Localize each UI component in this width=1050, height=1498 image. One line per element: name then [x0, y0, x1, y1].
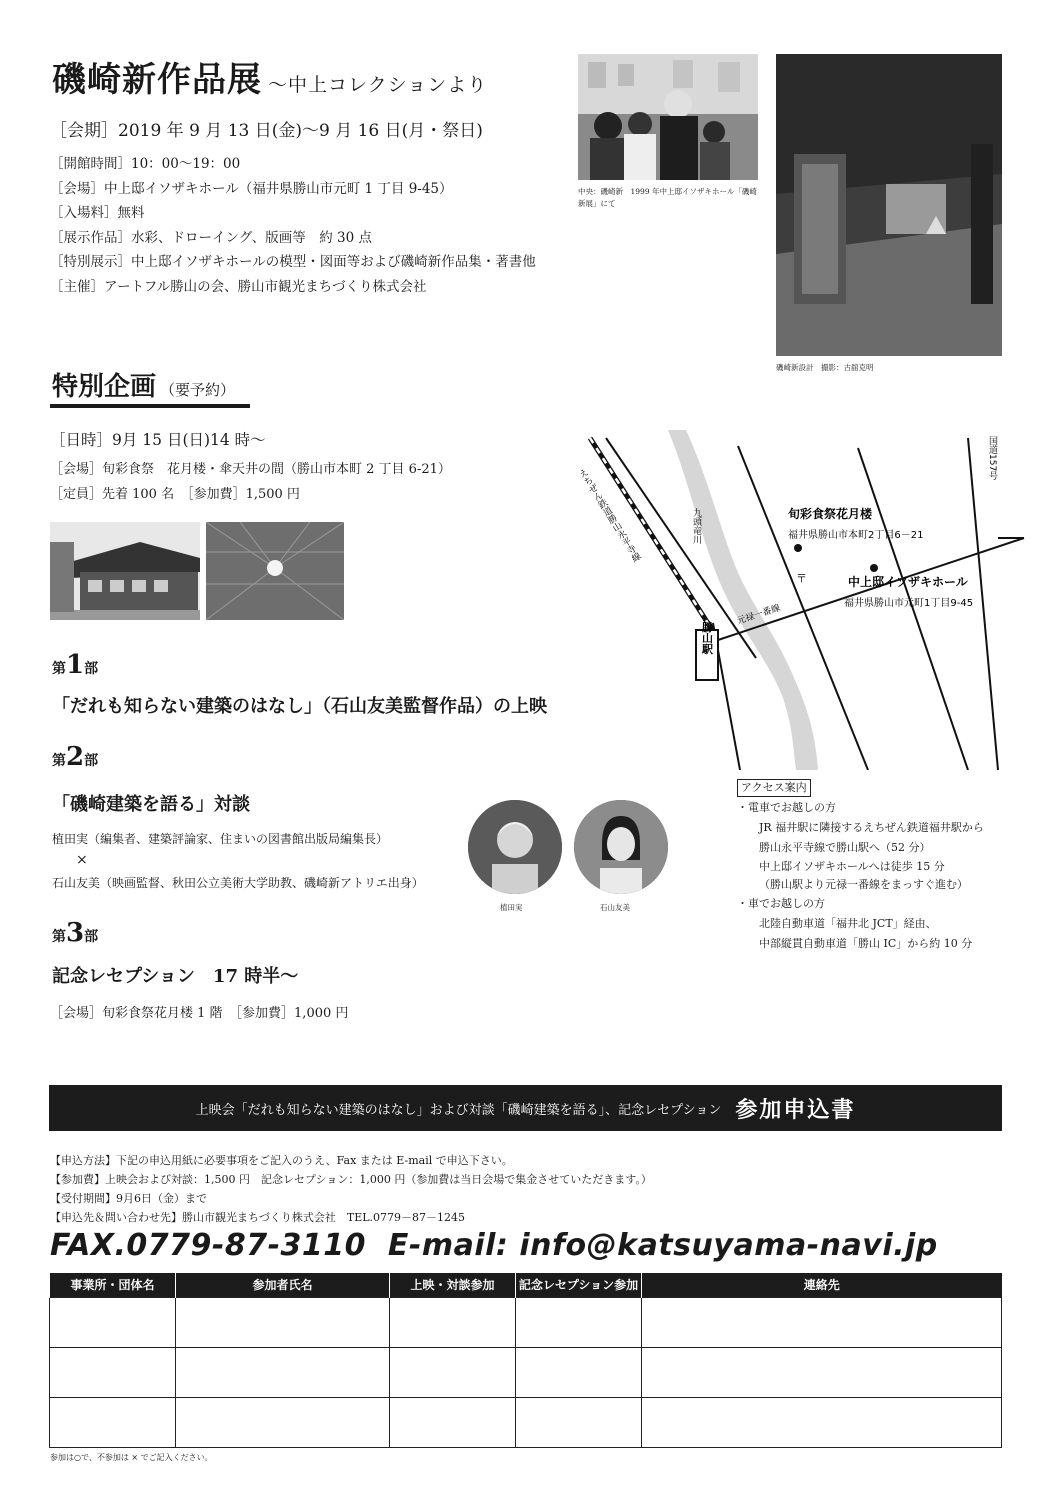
exhibition-title: [52, 52, 487, 101]
photo-umbrella-ceiling: [206, 522, 344, 620]
part1-prefix: 第: [52, 661, 66, 677]
info-hours: ［開館時間］10：00～19：00: [50, 156, 241, 172]
part3-heading: [52, 918, 98, 948]
special-venue: ［会場］旬彩食祭 花月楼・傘天井の間（勝山市本町 2 丁目 6-21）: [50, 462, 451, 477]
fax-email-line: [50, 1228, 938, 1263]
part2-heading: [52, 742, 98, 772]
part3-prefix: 第: [52, 929, 66, 945]
table-row: [50, 1397, 1002, 1447]
talk-speaker1: 植田実（編集者、建築評論家、住まいの図書館出版局編集長）: [52, 832, 389, 846]
howto-period: 【受付期間】9月6日（金）まで: [50, 1192, 207, 1205]
reception-venue: ［会場］旬彩食祭花月楼 1 階 ［参加費］1,000 円: [50, 1006, 349, 1021]
form-cell[interactable]: [516, 1397, 642, 1447]
map-place2-name: 中上邸イソザキホール: [848, 575, 968, 589]
special-title-main: 特別企画: [52, 372, 157, 402]
map-station-label: 勝山駅: [700, 621, 714, 655]
photo-isozaki-event: [578, 54, 758, 180]
info-venue: ［会場］中上邸イソザキホール（福井県勝山市元町 1 丁目 9-45）: [50, 180, 453, 197]
portrait-ishiyama: [574, 800, 668, 894]
access-car-line-2: 中部縦貫自動車道「勝山 IC」から約 10 分: [759, 937, 973, 950]
form-cell[interactable]: [176, 1347, 390, 1397]
info-admission: ［入場料］無料: [50, 205, 145, 221]
application-form-table: [49, 1273, 1002, 1448]
part1-suffix: 部: [84, 661, 99, 677]
application-banner: [49, 1085, 1002, 1131]
photo-kagetsuro-image: [50, 522, 200, 620]
form-cell[interactable]: [390, 1347, 516, 1397]
form-cell[interactable]: [642, 1397, 1002, 1447]
talk-cross: ×: [76, 852, 88, 868]
photo1-caption: 中央：磯崎新 1999 年中上邸イソザキホール「磯崎新展」にて: [578, 187, 757, 208]
part2-number: 2: [66, 742, 85, 772]
portrait-ueda-image: [468, 800, 562, 894]
table-row: [50, 1347, 1002, 1397]
col-reception-attendance: 記念レセプション参加: [516, 1273, 642, 1297]
map-place2-address: 福井県勝山市元町1丁目9-45: [844, 598, 974, 609]
map-place1-address: 福井県勝山市本町2丁目6－21: [788, 530, 924, 541]
info-list: [50, 152, 536, 299]
form-cell[interactable]: [642, 1297, 1002, 1347]
access-train-heading: ・電車でお越しの方: [737, 801, 836, 814]
special-title-sub: （要予約）: [160, 381, 236, 399]
howto-contact: 【申込先＆問い合わせ先】勝山市観光まちづくり株式会社 TEL.0779－87－1245: [50, 1211, 466, 1224]
form-cell[interactable]: [176, 1297, 390, 1347]
map-railway-label: えちぜん鉄道勝山永平寺線: [575, 467, 642, 565]
part3-number: 3: [66, 918, 85, 948]
banner-events: 上映会「だれも知らない建築のはなし」および対談「磯崎建築を語る」、記念レセプション: [195, 1102, 722, 1118]
access-train-line-2: 勝山永平寺線で勝山駅へ（52 分）: [759, 841, 931, 854]
info-organizer: ［主催］アートフル勝山の会、勝山市観光まちづくり株式会社: [50, 278, 427, 295]
part1-heading: [52, 650, 98, 680]
col-contact: 連絡先: [642, 1273, 1002, 1297]
howto-method: 【申込方法】下記の申込用紙に必要事項をご記入のうえ、Fax または E-mail で申込下さい。: [50, 1154, 513, 1167]
title-main: 磯崎新作品展: [52, 60, 262, 100]
map-marker-kagetsuro: [794, 544, 802, 552]
col-participant-name: 参加者氏名: [176, 1273, 390, 1297]
part1-number: 1: [66, 650, 85, 680]
photo-isozaki-event-image: [578, 54, 758, 180]
photo-kagetsuro: [50, 522, 200, 620]
portrait-ueda: [468, 800, 562, 894]
part3-suffix: 部: [84, 929, 99, 945]
banner-title: 参加申込書: [735, 1096, 856, 1123]
photo-isozaki-hall-image: [776, 54, 1002, 356]
form-cell[interactable]: [176, 1397, 390, 1447]
table-row: [50, 1297, 1002, 1347]
exhibition-period: ［会期］2019 年 9 月 13 日(金)～9 月 16 日(月・祭日): [50, 121, 483, 141]
howto-fee: 【参加費】上映会および対談：1,500 円 記念レセプション：1,000 円（参加費は当日会場で集金させていただきます。）: [50, 1173, 652, 1186]
form-cell[interactable]: [516, 1347, 642, 1397]
access-train-line-4: （勝山駅より元禄一番線をまっすぐ進む）: [759, 878, 968, 891]
access-map: [568, 418, 1050, 770]
info-works: ［展示作品］水彩、ドローイング、版画等 約 30 点: [50, 229, 372, 246]
part2-title: 「磯崎建築を語る」対談: [52, 794, 250, 815]
part1-title: 「だれも知らない建築のはなし」（石山友美監督作品）の上映: [52, 696, 547, 717]
photo-umbrella-ceiling-image: [206, 522, 344, 620]
special-program-title: [52, 366, 235, 403]
map-marker-isozaki-hall: [870, 564, 878, 572]
form-cell[interactable]: [390, 1297, 516, 1347]
access-map-drawing: [568, 418, 1050, 770]
map-route157-label: 国道157号: [987, 436, 997, 481]
info-special-exhibit: ［特別展示］中上邸イソザキホールの模型・図面等および磯崎新作品集・著書他: [50, 254, 536, 270]
access-car-line-1: 北陸自動車道「福井北 JCT」経由、: [759, 917, 937, 930]
photo-isozaki-hall: [776, 54, 1002, 356]
special-datetime: ［日時］9月 15 日(日)14 時～: [50, 431, 266, 449]
part3-title: 記念レセプション 17 時半～: [52, 966, 299, 987]
part2-suffix: 部: [84, 753, 99, 769]
photo2-caption: 磯崎新設計 撮影：古舘克明: [776, 363, 874, 372]
col-organization: 事業所・団体名: [50, 1273, 176, 1297]
form-cell[interactable]: [50, 1397, 176, 1447]
portrait-ishiyama-image: [574, 800, 668, 894]
form-cell[interactable]: [50, 1347, 176, 1397]
access-train-line-3: 中上邸イソザキホールへは徒歩 15 分: [759, 860, 945, 873]
portrait-ueda-caption: 植田実: [500, 903, 523, 912]
col-screening-attendance: 上映・対談参加: [390, 1273, 516, 1297]
special-capacity: ［定員］先着 100 名 ［参加費］1,500 円: [50, 487, 300, 502]
form-cell[interactable]: [516, 1297, 642, 1347]
part2-prefix: 第: [52, 753, 66, 769]
form-cell[interactable]: [390, 1397, 516, 1447]
portrait-ishiyama-caption: 石山友美: [600, 903, 630, 912]
map-street-label: 元禄一番線: [735, 603, 782, 627]
fax-number[interactable]: FAX.0779-87-3110: [50, 1228, 367, 1263]
application-instructions: [50, 1151, 652, 1227]
talk-speaker2: 石山友美（映画監督、秋田公立美術大学助教、磯崎新アトリエ出身）: [52, 876, 424, 890]
access-info: [737, 778, 984, 954]
post-office-icon: 〒: [796, 572, 807, 585]
access-car-heading: ・車でお越しの方: [737, 897, 825, 910]
form-cell[interactable]: [50, 1297, 176, 1347]
access-train-line-1: JR 福井駅に隣接するえちぜん鉄道福井駅から: [759, 821, 984, 834]
email-address[interactable]: E-mail: info@katsuyama-navi.jp: [387, 1228, 938, 1263]
form-cell[interactable]: [642, 1347, 1002, 1397]
map-place1-name: 旬彩食祭花月楼: [788, 507, 873, 521]
special-title-underline: [50, 404, 250, 408]
map-river-label: 九頭竜川: [691, 508, 701, 544]
title-subtitle: ～中上コレクションより: [268, 74, 488, 96]
form-footnote: 参加は○で、不参加は × でご記入ください。: [50, 1453, 213, 1462]
access-label: アクセス案内: [737, 779, 811, 797]
